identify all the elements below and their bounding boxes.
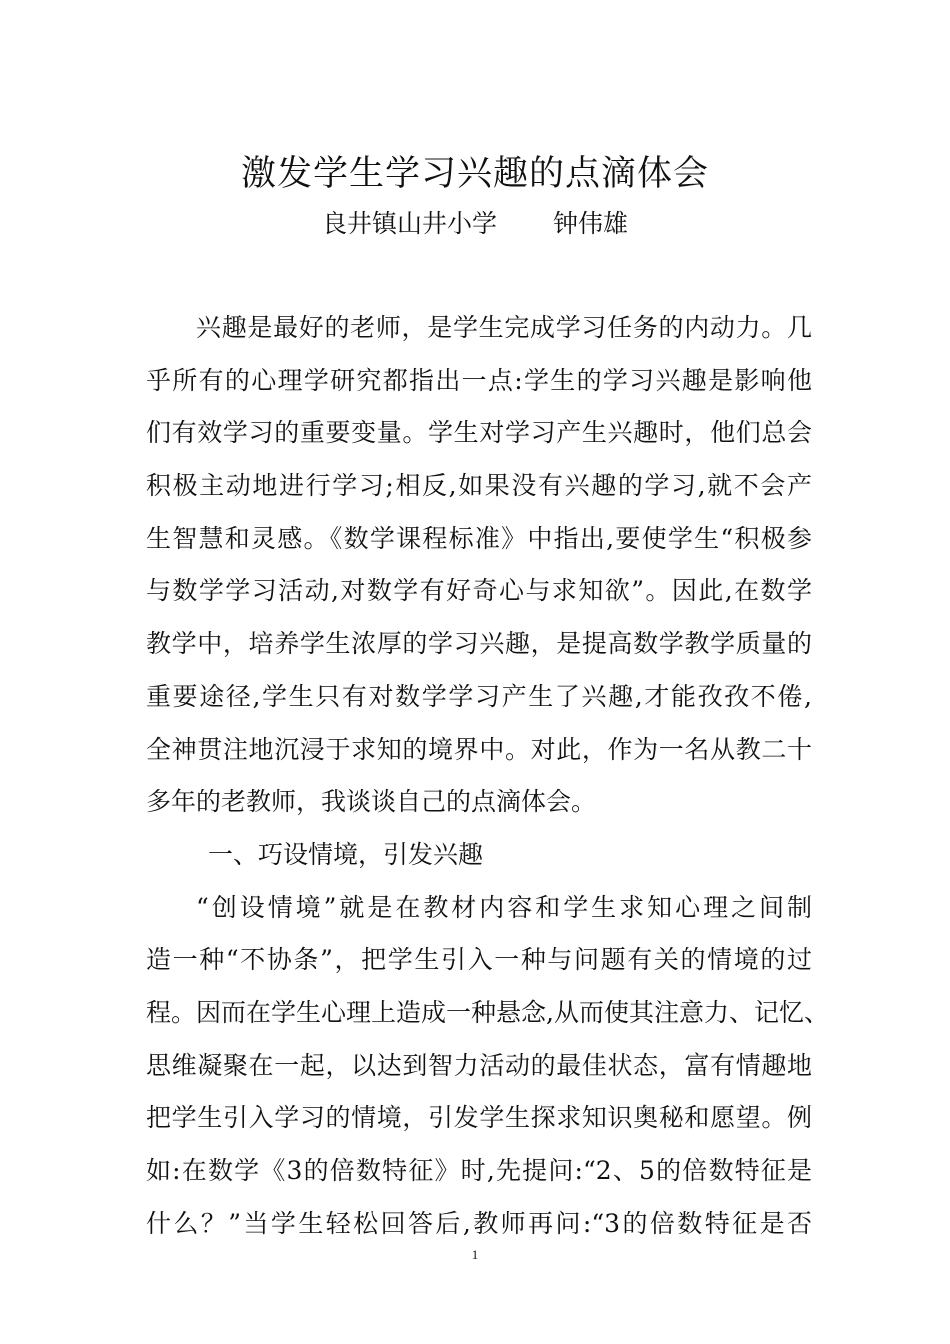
document-title: 激发学生学习兴趣的点滴体会 — [240, 154, 709, 194]
paragraph-line: 程。因而在学生心理上造成一种悬念,从而使其注意力、记忆、 — [146, 997, 829, 1027]
paragraph-line: 乎所有的心理学研究都指出一点:学生的学习兴趣是影响他 — [146, 365, 812, 395]
page-number: 1 — [471, 1247, 479, 1262]
paragraph-line: 与数学学习活动,对数学有好奇心与求知欲”。因此,在数学 — [146, 576, 812, 606]
paragraph-line: 多年的老教师，我谈谈自己的点滴体会。 — [146, 787, 597, 817]
paragraph-line: “创设情境”就是在教材内容和学生求知心理之间制 — [196, 892, 812, 922]
paragraph-line: 生智慧和灵感。《数学课程标准》中指出,要使学生“积极参 — [146, 523, 812, 553]
school-name: 良井镇山井小学 — [321, 209, 497, 238]
paragraph-line: 积极主动地进行学习;相反,如果没有兴趣的学习,就不会产 — [146, 471, 812, 501]
body-text — [146, 302, 829, 1250]
paragraph-line: 兴趣是最好的老师，是学生完成学习任务的内动力。几 — [196, 313, 812, 342]
paragraph-line: 如:在数学《3的倍数特征》时,先提问:“2、5的倍数特征是 — [146, 1156, 812, 1185]
paragraph-line: 全神贯注地沉浸于求知的境界中。对此，作为一名从教二十 — [146, 734, 812, 764]
paragraph-line: 重要途径,学生只有对数学学习产生了兴趣,才能孜孜不倦, — [146, 681, 812, 711]
section-heading: 一、巧设情境，引发兴趣 — [208, 839, 484, 869]
paragraph-line: 什么？”当学生轻松回答后,教师再问:“3的倍数特征是否 — [146, 1208, 812, 1238]
paragraph-line: 把学生引入学习的情境，引发学生探求知识奥秘和愿望。例 — [146, 1103, 812, 1133]
paragraph-line: 教学中，培养学生浓厚的学习兴趣，是提高数学教学质量的 — [146, 629, 812, 659]
paragraph-line: 造一种“不协条”，把学生引入一种与问题有关的情境的过 — [146, 945, 812, 975]
paragraph-line: 们有效学习的重要变量。学生对学习产生兴趣时，他们总会 — [146, 418, 812, 448]
paragraph-line: 思维凝聚在一起，以达到智力活动的最佳状态，富有情趣地 — [146, 1050, 812, 1080]
byline — [0, 204, 950, 244]
author-name: 钟伟雄 — [553, 209, 629, 238]
